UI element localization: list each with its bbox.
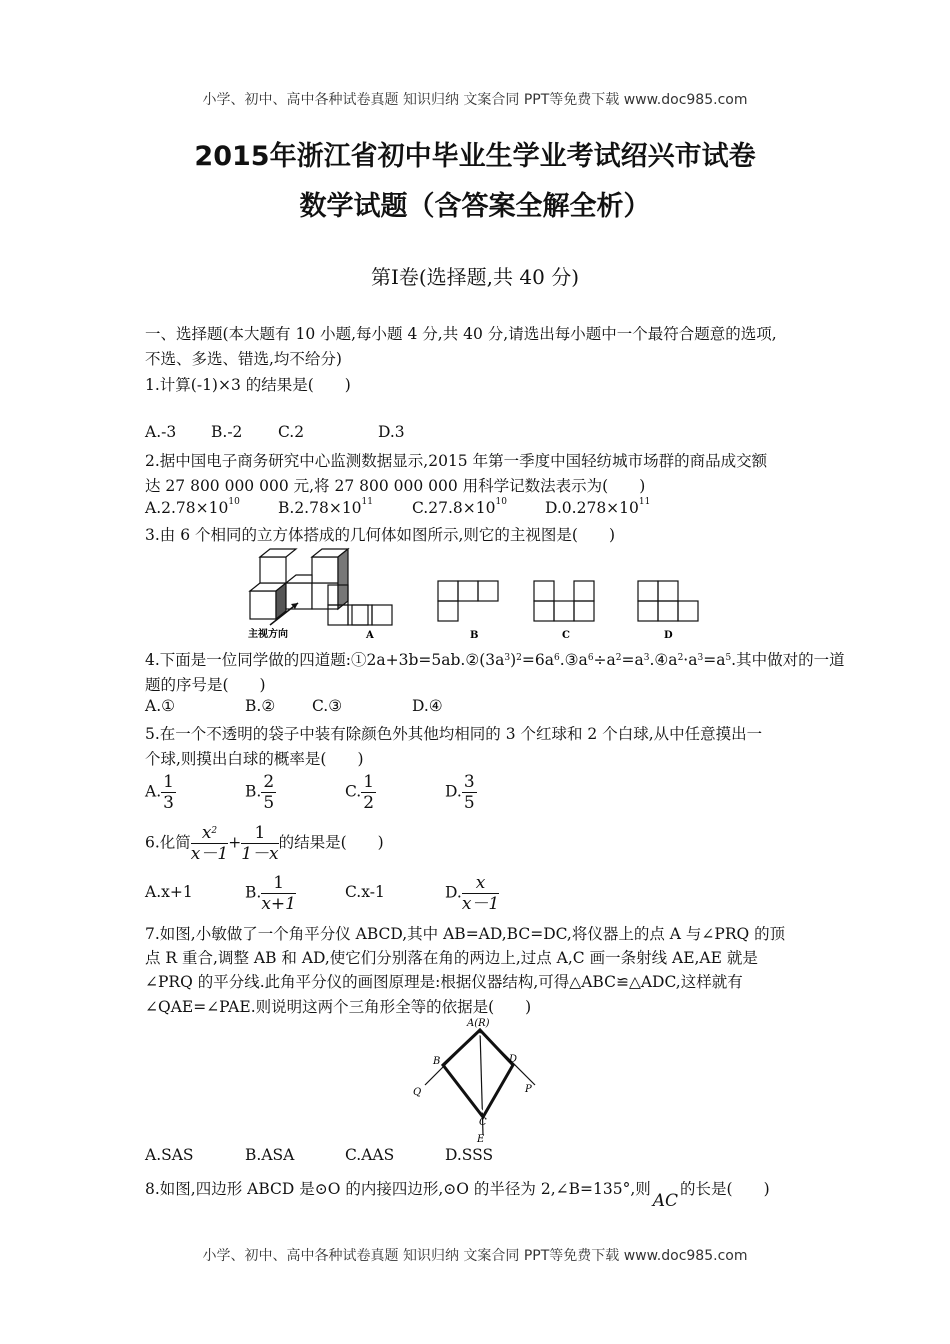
section-heading: 第Ⅰ卷(选择题,共 40 分) [370, 265, 580, 289]
q3-label-d: D [664, 630, 673, 641]
q2-stem-2: 达 27 800 000 000 元,将 27 800 000 000 用科学记数法表示为( ) [145, 477, 646, 495]
q7-label-e: E [477, 1134, 485, 1145]
q7-label-b: B [433, 1056, 441, 1067]
q3-label-c: C [562, 630, 570, 641]
q7-stem-2: 点 R 重合,调整 AB 和 AD,使它们分别落在角的两边上,过点 A,C 画一条射线 AE,AE 就是 [145, 949, 758, 967]
q7-label-d: D [509, 1054, 518, 1065]
intro-line-1: 一、选择题(本大题有 10 小题,每小题 4 分,共 40 分,请选出每小题中一个最符合题意的选项, [145, 325, 777, 343]
q6-option-b: B. $\frac{1}{x+1}$ [245, 873, 296, 914]
q7-option-a: A.SAS [145, 1146, 194, 1164]
q7-stem-4: ∠QAE=∠PAE.则说明这两个三角形全等的依据是( ) [145, 998, 532, 1016]
q1-option-a: A.-3 [145, 423, 177, 441]
q4-option-d: D.④ [412, 697, 443, 715]
q7-option-b: B.ASA [245, 1146, 295, 1164]
q3-arrow-label: 主视方向 [248, 629, 288, 640]
q7-stem-3: ∠PRQ 的平分线.此角平分仪的画图原理是:根据仪器结构,可得△ABC≌△ADC,这样就有 [145, 973, 743, 991]
q5-option-b: B. $\frac{2}{5}$ [245, 772, 275, 813]
q4-stem-2: 题的序号是( ) [145, 676, 266, 694]
q2-option-d: $D.0.278\times 10^{11}$ [545, 497, 651, 517]
q5-option-a: A. $\frac{1}{3}$ [145, 772, 174, 813]
q7-label-a: A(R) [467, 1018, 490, 1029]
q3-figure [240, 543, 710, 643]
title-line-2: 数学试题（含答案全解全析） [299, 191, 651, 222]
page-footer: 小学、初中、高中各种试卷真题 知识归纳 文案合同 PPT等免费下载 www.doc985.com [202, 1248, 748, 1264]
q7-option-d: D.SSS [445, 1146, 494, 1164]
q7-figure [405, 1015, 545, 1145]
q5-stem-1: 5.在一个不透明的袋子中装有除颜色外其他均相同的 3 个红球和 2 个白球,从中任意摸出一 [145, 725, 763, 743]
q3-label-a: A [366, 630, 374, 641]
q2-stem-1: 2.据中国电子商务研究中心监测数据显示,2015 年第一季度中国轻纺城市场群的商品成交额 [145, 452, 768, 470]
q7-label-c: C [479, 1117, 487, 1128]
page-header: 小学、初中、高中各种试卷真题 知识归纳 文案合同 PPT等免费下载 www.doc985.com [202, 92, 748, 108]
q1-stem: 1.计算(-1)×3 的结果是( ) [145, 376, 351, 394]
q1-option-b: B.-2 [211, 423, 243, 441]
title-line-1: 2015年浙江省初中毕业生学业考试绍兴市试卷 [194, 141, 756, 172]
q5-stem-2: 个球,则摸出白球的概率是( ) [145, 750, 364, 768]
q4-option-c: C.③ [312, 697, 343, 715]
q2-option-b: $B.2.78\times 10^{11}$ [278, 497, 373, 517]
q3-stem: 3.由 6 个相同的立方体搭成的几何体如图所示,则它的主视图是( ) [145, 526, 616, 544]
q1-option-c: C.2 [278, 423, 305, 441]
q8-stem: 8.如图,四边形 ABCD 是⊙O 的内接四边形,⊙O 的半径为 2,∠B=135°,则AC的长是( ) [145, 1180, 770, 1211]
q7-label-q: Q [413, 1087, 422, 1098]
q6-option-c: C.x-1 [345, 883, 385, 901]
q5-option-c: C. $\frac{1}{2}$ [345, 772, 375, 813]
q4-option-a: A.① [145, 697, 176, 715]
q4-stem-1: 4.下面是一位同学做的四道题$:①2a+3b=5ab.②(3a^3)^2=6a^6.③a^6\div a^2=a^3.④a^2\cdot a^3=a^5$.其中做对的一道 [145, 651, 845, 669]
q4-option-b: B.② [245, 697, 276, 715]
q7-label-p: P [525, 1084, 532, 1095]
q6-option-a: A.x+1 [145, 883, 193, 901]
q6-stem: 6.化简 $\frac{x^2}{x-1}$ + $\frac{1}{1-x}$ 的结果是( ) [145, 823, 384, 864]
q3-label-b: B [470, 630, 479, 641]
q8-arc-ac: AC [652, 1191, 679, 1211]
q2-option-a: $A.2.78\times 10^{10}$ [145, 497, 240, 517]
q5-option-d: D. $\frac{3}{5}$ [445, 772, 475, 813]
q6-option-d: D. $\frac{x}{x-1}$ [445, 873, 500, 914]
q2-option-c: $C.27.8\times 10^{10}$ [412, 497, 507, 517]
q7-option-c: C.AAS [345, 1146, 395, 1164]
q7-stem-1: 7.如图,小敏做了一个角平分仪 ABCD,其中 AB=AD,BC=DC,将仪器上的点 A 与∠PRQ 的顶 [145, 925, 786, 943]
intro-line-2: 不选、多选、错选,均不给分) [145, 350, 342, 368]
q1-option-d: D.3 [378, 423, 405, 441]
